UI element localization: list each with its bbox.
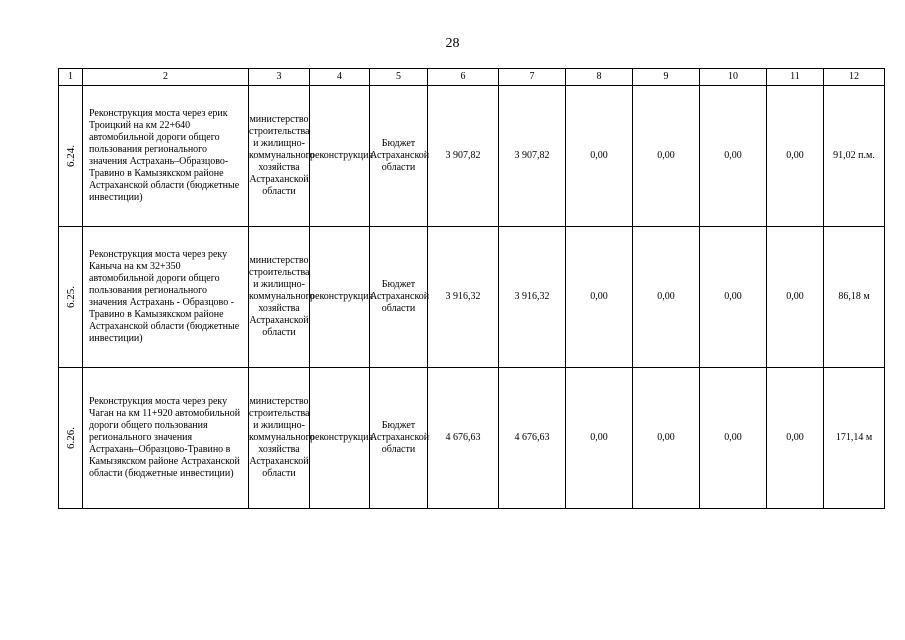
row-value: 0,00 xyxy=(633,227,700,368)
header-cell: 12 xyxy=(824,69,885,86)
row-value: 0,00 xyxy=(700,368,767,509)
row-value: 0,00 xyxy=(700,86,767,227)
row-work-type: реконструкция xyxy=(310,227,370,368)
row-number: 6.25. xyxy=(59,227,83,368)
row-organization: министерство строительства и жилищно-коммунального хозяйства Астраханской области xyxy=(249,227,310,368)
row-value: 0,00 xyxy=(633,368,700,509)
row-value: 0,00 xyxy=(566,368,633,509)
row-value: 4 676,63 xyxy=(499,368,566,509)
row-value: 0,00 xyxy=(566,86,633,227)
header-cell: 7 xyxy=(499,69,566,86)
header-cell: 1 xyxy=(59,69,83,86)
row-number: 6.26. xyxy=(59,368,83,509)
header-cell: 2 xyxy=(83,69,249,86)
row-value: 3 916,32 xyxy=(428,227,499,368)
row-value: 3 907,82 xyxy=(428,86,499,227)
header-cell: 9 xyxy=(633,69,700,86)
row-description: Реконструкция моста через реку Каныча на км 32+350 автомобильной дороги общего пользования регионального значения Астрахань - Образцово - Травино в Камызякском районе Астраханской области (бюджетные инвестиции) xyxy=(83,227,249,368)
header-cell: 10 xyxy=(700,69,767,86)
row-value: 3 907,82 xyxy=(499,86,566,227)
row-description: Реконструкция моста через реку Чаган на км 11+920 автомобильной дороги общего пользования регионального значения Астрахань–Образцово-Травино в Камызякском районе Астраханской области (бюджетные инвестиции) xyxy=(83,368,249,509)
row-work-type: реконструкция xyxy=(310,86,370,227)
page-number: 28 xyxy=(445,36,460,51)
row-number: 6.24. xyxy=(59,86,83,227)
table-row xyxy=(59,368,885,509)
header-cell: 11 xyxy=(767,69,824,86)
row-size: 171,14 м xyxy=(824,368,885,509)
row-source: Бюджет Астраханской области xyxy=(370,86,428,227)
row-work-type: реконструкция xyxy=(310,368,370,509)
row-size: 91,02 п.м. xyxy=(824,86,885,227)
row-value: 0,00 xyxy=(767,86,824,227)
table-row xyxy=(59,227,885,368)
row-value: 0,00 xyxy=(633,86,700,227)
table-row xyxy=(59,86,885,227)
row-size: 86,18 м xyxy=(824,227,885,368)
row-value: 0,00 xyxy=(700,227,767,368)
row-value: 4 676,63 xyxy=(428,368,499,509)
header-cell: 5 xyxy=(370,69,428,86)
row-value: 0,00 xyxy=(767,368,824,509)
header-cell: 4 xyxy=(310,69,370,86)
row-value: 0,00 xyxy=(566,227,633,368)
row-description: Реконструкция моста через ерик Троицкий на км 22+640 автомобильной дороги общего пользования регионального значения Астрахань–Образцово-Травино в Камызякском районе Астраханской области (бюджетные инвестиции) xyxy=(83,86,249,227)
row-source: Бюджет Астраханской области xyxy=(370,368,428,509)
data-table xyxy=(58,68,885,509)
header-cell: 6 xyxy=(428,69,499,86)
row-source: Бюджет Астраханской области xyxy=(370,227,428,368)
row-organization: министерство строительства и жилищно-коммунального хозяйства Астраханской области xyxy=(249,86,310,227)
row-organization: министерство строительства и жилищно-коммунального хозяйства Астраханской области xyxy=(249,368,310,509)
header-cell: 3 xyxy=(249,69,310,86)
header-cell: 8 xyxy=(566,69,633,86)
row-value: 0,00 xyxy=(767,227,824,368)
row-value: 3 916,32 xyxy=(499,227,566,368)
table-header-row xyxy=(59,69,885,86)
